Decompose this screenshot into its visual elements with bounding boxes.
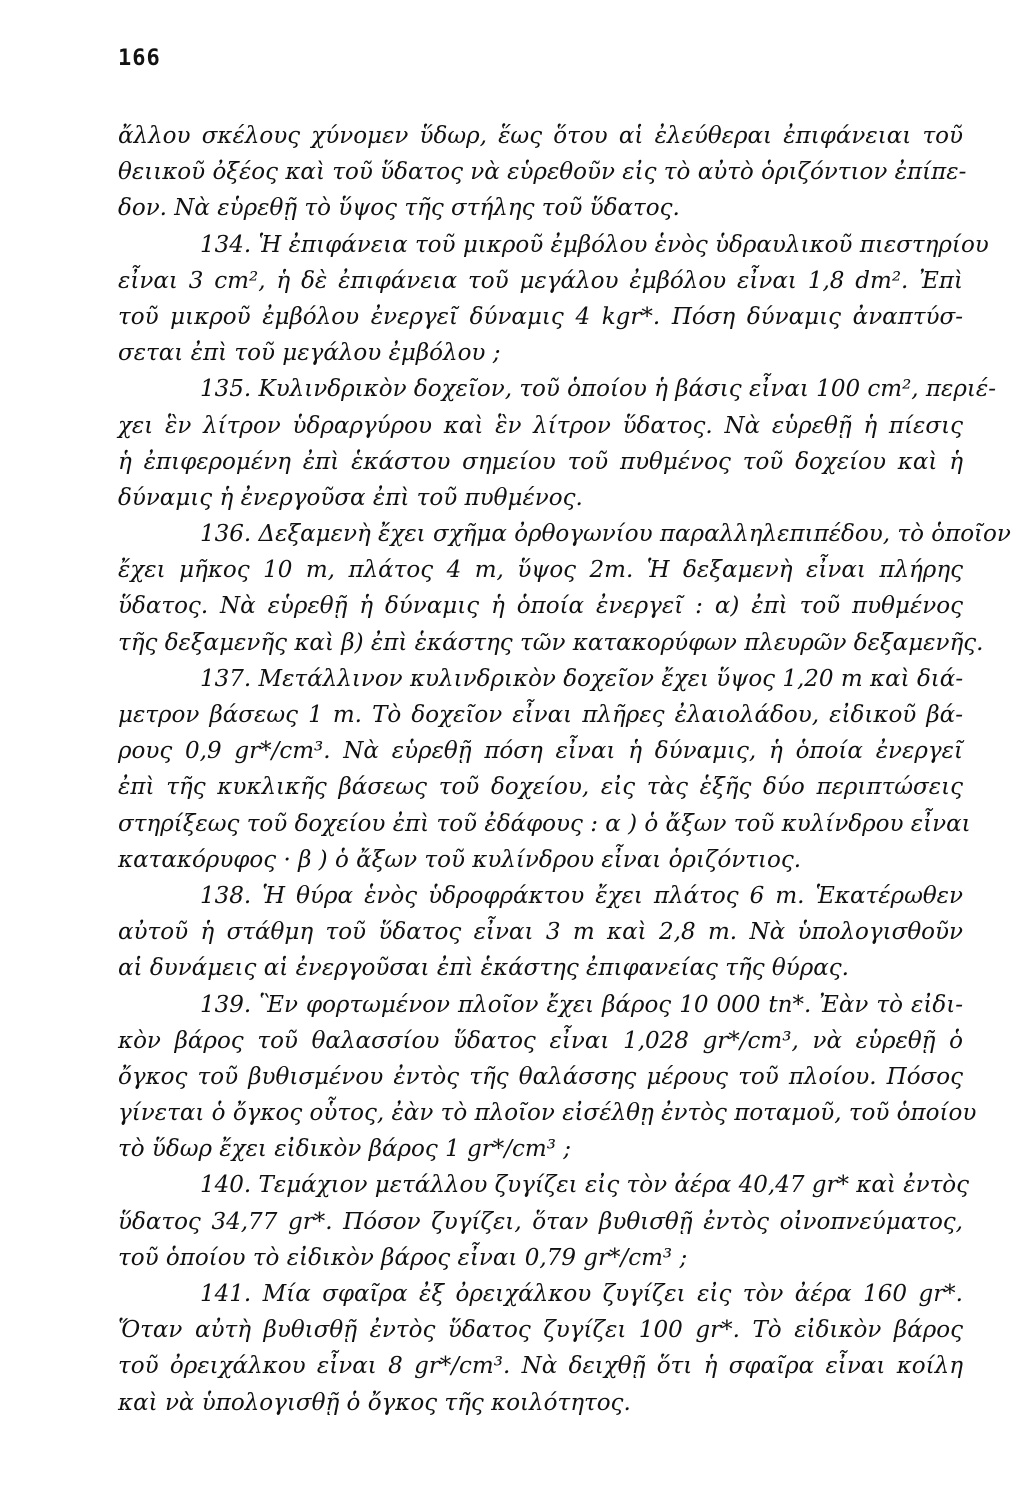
text-line: αἱ δυνάμεις αἱ ἐνεργοῦσαι ἐπὶ ἑκάστης ἐπιφανείας τῆς θύρας. xyxy=(118,955,849,982)
text-line: αὐτοῦ ἡ στάθμη τοῦ ὕδατος εἶναι 3 m καὶ 2,8 m. Νὰ ὑπολογισθοῦν xyxy=(118,919,963,946)
text-line: 140. Τεμάχιον μετάλλου ζυγίζει εἰς τὸν ἀέρα 40,47 gr* καὶ ἐντὸς xyxy=(200,1172,970,1199)
text-line: θειικοῦ ὀξέος καὶ τοῦ ὕδατος νὰ εὑρεθοῦν εἰς τὸ αὐτὸ ὁριζόντιον ἐπίπε- xyxy=(118,159,967,186)
text-line: χει ἓν λίτρον ὑδραργύρου καὶ ἓν λίτρον ὕδατος. Νὰ εὑρεθῇ ἡ πίεσις xyxy=(118,412,963,439)
page-number: 166 xyxy=(118,46,161,71)
text-line: 139. Ἓν φορτωμένον πλοῖον ἔχει βάρος 10 000 tn*. Ἐὰν τὸ εἰδι- xyxy=(200,991,963,1018)
text-line: 141. Μία σφαῖρα ἐξ ὀρειχάλκου ζυγίζει εἰς τὸν ἀέρα 160 gr*. xyxy=(200,1281,963,1307)
text-line: σεται ἐπὶ τοῦ μεγάλου ἐμβόλου ; xyxy=(118,340,501,367)
text-line: τὸ ὕδωρ ἔχει εἰδικὸν βάρος 1 gr*/cm³ ; xyxy=(118,1136,571,1163)
text-line: ὕδατος 34,77 gr*. Πόσον ζυγίζει, ὅταν βυθισθῇ ἐντὸς οἰνοπνεύματος, xyxy=(118,1208,963,1235)
text-line: κὸν βάρος τοῦ θαλασσίου ὕδατος εἶναι 1,028 gr*/cm³, νὰ εὑρεθῇ ὁ xyxy=(118,1027,963,1054)
text-line: 136. Δεξαμενὴ ἔχει σχῆμα ὀρθογωνίου παραλληλεπιπέδου, τὸ ὁποῖον xyxy=(200,521,1011,548)
text-line: 134. Ἡ ἐπιφάνεια τοῦ μικροῦ ἐμβόλου ἑνὸς ὑδραυλικοῦ πιεστηρίου xyxy=(200,231,989,258)
text-line: 138. Ἡ θύρα ἑνὸς ὑδροφράκτου ἔχει πλάτος 6 m. Ἑκατέρωθεν xyxy=(200,882,963,909)
text-line: εἶναι 3 cm², ἡ δὲ ἐπιφάνεια τοῦ μεγάλου ἐμβόλου εἶναι 1,8 dm². Ἐπὶ xyxy=(118,267,963,294)
text-line: τοῦ ὁποίου τὸ εἰδικὸν βάρος εἶναι 0,79 gr*/cm³ ; xyxy=(118,1244,688,1271)
text-line: 137. Μετάλλινον κυλινδρικὸν δοχεῖον ἔχει ὕψος 1,20 m καὶ διά- xyxy=(200,665,964,692)
text-line: στηρίξεως τοῦ δοχείου ἐπὶ τοῦ ἐδάφους : α ) ὁ ἄξων τοῦ κυλίνδρου εἶναι xyxy=(118,810,971,837)
exercise-text-block xyxy=(118,118,1011,1421)
text-line: δύναμις ἡ ἐνεργοῦσα ἐπὶ τοῦ πυθμένος. xyxy=(118,484,583,511)
text-line: Ὅταν αὐτὴ βυθισθῇ ἐντὸς ὕδατος ζυγίζει 100 gr*. Τὸ εἰδικὸν βάρος xyxy=(118,1317,963,1344)
text-line: τῆς δεξαμενῆς καὶ β) ἐπὶ ἑκάστης τῶν κατακορύφων πλευρῶν δεξαμενῆς. xyxy=(118,629,984,656)
text-line: ἔχει μῆκος 10 m, πλάτος 4 m, ὕψος 2m. Ἡ δεξαμενὴ εἶναι πλήρης xyxy=(118,557,963,584)
text-line: ἡ ἐπιφερομένη ἐπὶ ἑκάστου σημείου τοῦ πυθμένος τοῦ δοχείου καὶ ἡ xyxy=(118,448,963,475)
text-line: κατακόρυφος · β ) ὁ ἄξων τοῦ κυλίνδρου εἶναι ὁριζόντιος. xyxy=(118,846,802,873)
text-line: ἐπὶ τῆς κυκλικῆς βάσεως τοῦ δοχείου, εἰς τὰς ἑξῆς δύο περιπτώσεις xyxy=(118,774,963,801)
text-line: ρους 0,9 gr*/cm³. Νὰ εὑρεθῇ πόση εἶναι ἡ δύναμις, ἡ ὁποία ἐνεργεῖ xyxy=(118,738,963,765)
text-line: ὄγκος τοῦ βυθισμένου ἐντὸς τῆς θαλάσσης μέρους τοῦ πλοίου. Πόσος xyxy=(118,1063,963,1090)
text-line: τοῦ μικροῦ ἐμβόλου ἐνεργεῖ δύναμις 4 kgr*. Πόση δύναμις ἀναπτύσ- xyxy=(118,303,963,330)
text-line: γίνεται ὁ ὄγκος οὗτος, ἐὰν τὸ πλοῖον εἰσέλθῃ ἐντὸς ποταμοῦ, τοῦ ὁποίου xyxy=(118,1100,977,1127)
text-line: 135. Κυλινδρικὸν δοχεῖον, τοῦ ὁποίου ἡ βάσις εἶναι 100 cm², περιέ- xyxy=(200,376,997,403)
text-line: τοῦ ὀρειχάλκου εἶναι 8 gr*/cm³. Νὰ δειχθῇ ὅτι ἡ σφαῖρα εἶναι κοίλη xyxy=(118,1353,963,1380)
text-line: καὶ νὰ ὑπολογισθῇ ὁ ὄγκος τῆς κοιλότητος. xyxy=(118,1389,631,1416)
text-line: ἄλλου σκέλους χύνομεν ὕδωρ, ἕως ὅτου αἱ ἐλεύθεραι ἐπιφάνειαι τοῦ xyxy=(118,123,963,149)
text-line: ὕδατος. Νὰ εὑρεθῇ ἡ δύναμις ἡ ὁποία ἐνεργεῖ : α) ἐπὶ τοῦ πυθμένος xyxy=(118,593,963,620)
text-line: δον. Νὰ εὑρεθῇ τὸ ὕψος τῆς στήλης τοῦ ὕδατος. xyxy=(118,195,680,222)
text-line: μετρον βάσεως 1 m. Τὸ δοχεῖον εἶναι πλῆρες ἐλαιολάδου, εἰδικοῦ βά- xyxy=(118,702,963,728)
